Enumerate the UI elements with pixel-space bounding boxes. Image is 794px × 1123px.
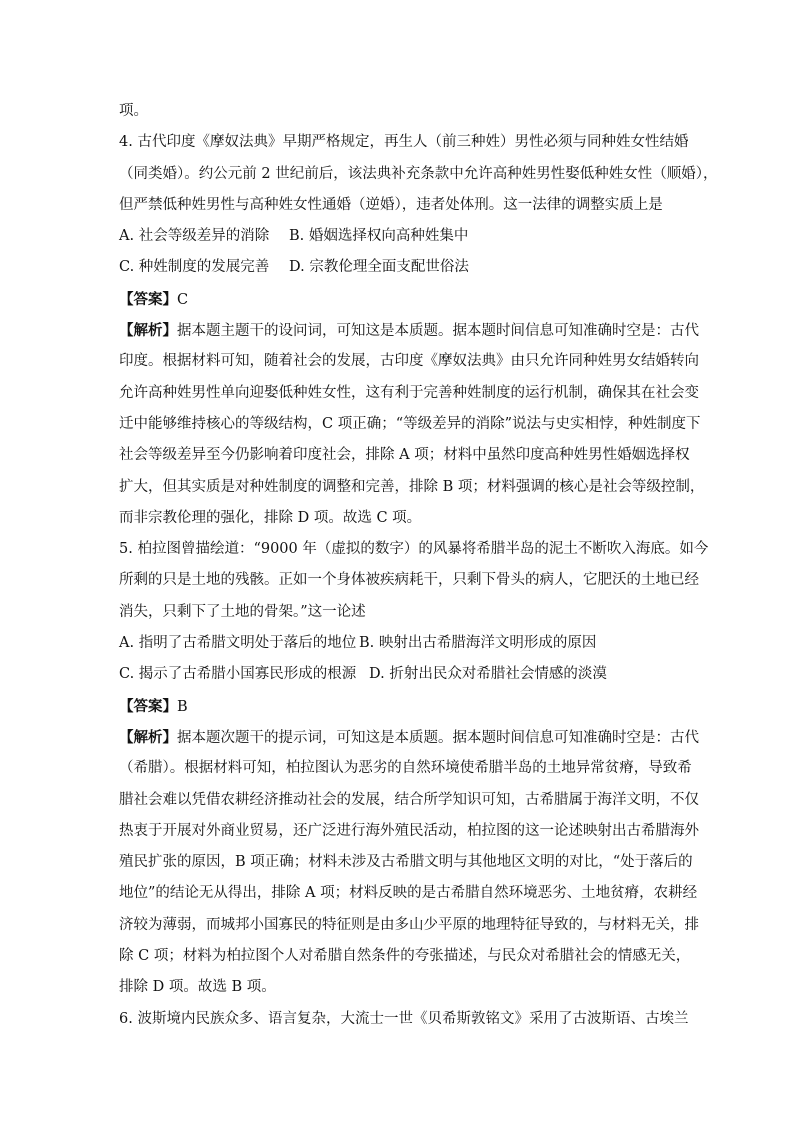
explanation-line: 济较为薄弱，而城邦小国寡民的特征则是由多山少平原的地理特征导致的，与材料无关，排 (119, 916, 699, 933)
option-d: D. 折射出民众对希腊社会情感的淡漠 (369, 666, 607, 683)
explanation-text: 据本题次题干的提示词，可知这是本质题。据本题时间信息可知准确时空是：古代 (177, 729, 699, 746)
explanation-line: 地位”的结论无从得出，排除 A 项；材料反映的是古希腊自然环境恶劣、土地贫瘠，农耕经 (119, 885, 698, 902)
question-4-stem: 4. 古代印度《摩奴法典》早期严格规定，再生人（前三种姓）男性必须与同种姓女性结婚 (119, 134, 689, 151)
explanation-line: 热衷于开展对外商业贸易，还广泛进行海外殖民活动，柏拉图的这一论述映射出古希腊海外 (119, 822, 699, 839)
explanation-line: 扩大，但其实质是对种姓制度的调整和完善，排除 B 项；材料强调的核心是社会等级控制， (119, 478, 705, 495)
answer-tag: 【答案】 (119, 290, 177, 308)
question-4-answer (119, 284, 679, 315)
explanation-line: 排除 D 项。故选 B 项。 (119, 979, 276, 996)
explanation-line: （希腊）。根据材料可知，柏拉图认为恶劣的自然环境使希腊半岛的土地异常贫瘠，导致希 (119, 760, 692, 777)
option-d: D. 宗教伦理全面支配世俗法 (289, 259, 469, 276)
explanation-line: 允许高种姓男性单向迎娶低种姓女性，这有利于完善种姓制度的运行机制，确保其在社会变 (119, 384, 699, 401)
question-5-options-row-2 (119, 659, 679, 690)
question-4-options-row-2 (119, 252, 679, 283)
question-5-options-row-1 (119, 628, 679, 659)
question-4-stem: 但严禁低种姓男性与高种姓女性通婚（逆婚），违者处体刑。这一法律的调整实质上是 (119, 196, 663, 213)
question-4-explanation (119, 315, 699, 346)
question-4-stem: （同类婚）。约公元前 2 世纪前后，该法典补充条款中允许高种姓男性娶低种姓女性（顺婚）， (119, 165, 718, 182)
option-c: C. 种姓制度的发展完善 (119, 259, 270, 276)
option-a: A. 指明了古希腊文明处于落后的地位 (119, 635, 357, 652)
question-5-answer (119, 691, 679, 722)
explanation-line: 印度。根据材料可知，随着社会的发展，古印度《摩奴法典》由只允许同种姓男女结婚转向 (119, 353, 699, 370)
question-5-explanation (119, 722, 699, 753)
explanation-tag: 【解析】 (119, 728, 177, 746)
question-4-options-row-1 (119, 221, 679, 252)
answer-value: B (177, 698, 188, 715)
explanation-line: 除 C 项；材料为柏拉图个人对希腊自然条件的夸张描述，与民众对希腊社会的情感无关， (119, 948, 691, 965)
answer-value: C (177, 291, 189, 308)
explanation-line: 而非宗教伦理的强化，排除 D 项。故选 C 项。 (119, 509, 422, 526)
question-5-stem: 所剩的只是土地的残骸。正如一个身体被疾病耗干，只剩下骨头的病人，它肥沃的土地已经 (119, 572, 699, 589)
document-page (119, 96, 718, 1035)
explanation-line: 殖民扩张的原因，B 项正确；材料未涉及古希腊文明与其他地区文明的对比，“处于落后的 (119, 854, 693, 871)
question-6-stem: 6. 波斯境内民族众多、语言复杂，大流士一世《贝希斯敦铭文》采用了古波斯语、古埃兰 (119, 1010, 689, 1027)
question-5-stem: 消失，只剩下了土地的骨架。”这一论述 (119, 603, 366, 620)
explanation-line: 社会等级差异至今仍影响着印度社会，排除 A 项；材料中虽然印度高种姓男性婚姻选择权 (119, 447, 690, 464)
option-b: B. 映射出古希腊海洋文明形成的原因 (359, 635, 597, 652)
question-5-stem: 5. 柏拉图曾描绘道：“9000 年（虚拟的数字）的风暴将希腊半岛的泥土不断吹入海底。如今 (119, 541, 709, 558)
option-c: C. 揭示了古希腊小国寡民形成的根源 (119, 666, 357, 683)
answer-tag: 【答案】 (119, 697, 177, 715)
explanation-line: 迁中能够维持核心的等级结构，C 项正确；“等级差异的消除”说法与史实相悖，种姓制度下 (119, 415, 701, 432)
option-b: B. 婚姻选择权向高种姓集中 (289, 228, 469, 245)
explanation-line: 腊社会难以凭借农耕经济推动社会的发展，结合所学知识可知，古希腊属于海洋文明，不仅 (119, 791, 699, 808)
explanation-text: 据本题主题干的设问词，可知这是本质题。据本题时间信息可知准确时空是：古代 (177, 323, 699, 340)
explanation-tag: 【解析】 (119, 322, 177, 340)
text-line: 项。 (119, 103, 148, 119)
option-a: A. 社会等级差异的消除 (119, 228, 270, 245)
